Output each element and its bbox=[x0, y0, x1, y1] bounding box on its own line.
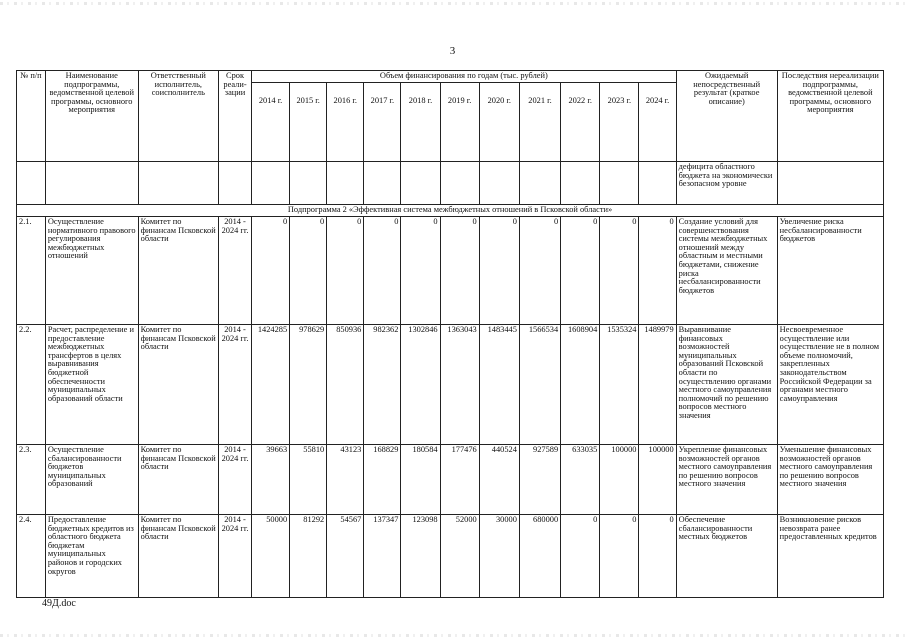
cell-result: Выравнивание финансовых возможностей муниципальных образований Псковской области по осуществлению органами местного самоуправления полномочий по решению вопросов местного значения bbox=[676, 325, 777, 445]
footer-filename: 49Д.doc bbox=[42, 598, 76, 609]
header-name: Наименование подпрограммы, ведомственной целевой программы, основного мероприятия bbox=[45, 71, 138, 162]
cell-value: 1566534 bbox=[519, 325, 560, 445]
cell-value: 1535324 bbox=[600, 325, 639, 445]
header-year: 2017 г. bbox=[364, 83, 401, 162]
cell-value: 680000 bbox=[519, 515, 560, 598]
cell-name: Предоставление бюджетных кредитов из областного бюджета бюджетам муниципальных районов и городских округов bbox=[45, 515, 138, 598]
header-year: 2020 г. bbox=[479, 83, 519, 162]
cell-value: 81292 bbox=[290, 515, 327, 598]
cell-consequences: Увеличение риска несбалансированности бюджетов bbox=[777, 217, 883, 325]
cell-value: 633035 bbox=[561, 445, 600, 515]
header-executor: Ответственный исполнитель, соисполнитель bbox=[138, 71, 218, 162]
cell-executor: Комитет по финансам Псковской области bbox=[138, 445, 218, 515]
continuation-result: дефицита областного бюджета на экономически безопасном уровне bbox=[676, 162, 777, 205]
table-row bbox=[17, 445, 884, 515]
cell-value: 0 bbox=[561, 217, 600, 325]
cell-value: 1424285 bbox=[252, 325, 290, 445]
table-row bbox=[17, 515, 884, 598]
cell-term: 2014 - 2024 гг. bbox=[219, 515, 252, 598]
cell-value: 1483445 bbox=[479, 325, 519, 445]
header-result: Ожидаемый непосредственный результат (краткое описание) bbox=[676, 71, 777, 162]
cell-value: 0 bbox=[639, 515, 676, 598]
cell-value: 1489979 bbox=[639, 325, 676, 445]
cell-value: 55810 bbox=[290, 445, 327, 515]
cell-term: 2014 - 2024 гг. bbox=[219, 325, 252, 445]
cell-value: 978629 bbox=[290, 325, 327, 445]
cell-value: 39663 bbox=[252, 445, 290, 515]
cell-name: Осуществление нормативного правового регулирования межбюджетных отношений bbox=[45, 217, 138, 325]
header-year: 2021 г. bbox=[519, 83, 560, 162]
cell-executor: Комитет по финансам Псковской области bbox=[138, 515, 218, 598]
header-year: 2014 г. bbox=[252, 83, 290, 162]
cell-value: 0 bbox=[440, 217, 479, 325]
page-number: 3 bbox=[449, 45, 456, 57]
cell-value: 100000 bbox=[639, 445, 676, 515]
cell-value: 0 bbox=[479, 217, 519, 325]
cell-value: 1363043 bbox=[440, 325, 479, 445]
cell-value: 0 bbox=[252, 217, 290, 325]
cell-name: Осуществление сбалансированности бюджетов муниципальных образований bbox=[45, 445, 138, 515]
cell-value: 0 bbox=[600, 217, 639, 325]
cell-value: 0 bbox=[561, 515, 600, 598]
header-year: 2022 г. bbox=[561, 83, 600, 162]
cell-num: 2.4. bbox=[17, 515, 46, 598]
cell-value: 0 bbox=[327, 217, 364, 325]
subprogram-title: Подпрограмма 2 «Эффективная система межбюджетных отношений в Псковской области» bbox=[17, 205, 884, 217]
scan-artifact-bottom bbox=[0, 634, 905, 637]
cell-term: 2014 - 2024 гг. bbox=[219, 445, 252, 515]
cell-value: 0 bbox=[639, 217, 676, 325]
cell-result: Укрепление финансовых возможностей органов местного самоуправления по решению вопросов местного значения bbox=[676, 445, 777, 515]
cell-value: 100000 bbox=[600, 445, 639, 515]
cell-value: 123098 bbox=[401, 515, 440, 598]
cell-executor: Комитет по финансам Псковской области bbox=[138, 325, 218, 445]
cell-name: Расчет, распределение и предоставление межбюджетных трансфертов в целях выравнивания бюджетной обеспеченности муниципальных образований области bbox=[45, 325, 138, 445]
cell-value: 1302846 bbox=[401, 325, 440, 445]
cell-value: 137347 bbox=[364, 515, 401, 598]
cell-value: 168829 bbox=[364, 445, 401, 515]
cell-value: 50000 bbox=[252, 515, 290, 598]
table-header-row bbox=[17, 71, 884, 83]
cell-result: Обеспечение сбалансированности местных бюджетов bbox=[676, 515, 777, 598]
cell-value: 440524 bbox=[479, 445, 519, 515]
header-term: Срок реали-зации bbox=[219, 71, 252, 162]
cell-value: 0 bbox=[290, 217, 327, 325]
header-year: 2016 г. bbox=[327, 83, 364, 162]
table-row-continuation bbox=[17, 162, 884, 205]
cell-executor: Комитет по финансам Псковской области bbox=[138, 217, 218, 325]
header-year: 2015 г. bbox=[290, 83, 327, 162]
header-year: 2018 г. bbox=[401, 83, 440, 162]
cell-value: 0 bbox=[364, 217, 401, 325]
program-table bbox=[16, 70, 884, 598]
cell-value: 1608904 bbox=[561, 325, 600, 445]
cell-value: 43123 bbox=[327, 445, 364, 515]
cell-value: 982362 bbox=[364, 325, 401, 445]
cell-value: 0 bbox=[600, 515, 639, 598]
cell-value: 54567 bbox=[327, 515, 364, 598]
cell-result: Создание условий для совершенствования системы межбюджетных отношений между областным и местными бюджетами, снижение риска несбалансированности бюджетов bbox=[676, 217, 777, 325]
header-year: 2023 г. bbox=[600, 83, 639, 162]
header-financing: Объем финансирования по годам (тыс. рублей) bbox=[252, 71, 677, 83]
header-year: 2019 г. bbox=[440, 83, 479, 162]
cell-value: 850936 bbox=[327, 325, 364, 445]
cell-value: 0 bbox=[519, 217, 560, 325]
cell-value: 0 bbox=[401, 217, 440, 325]
cell-value: 177476 bbox=[440, 445, 479, 515]
cell-num: 2.2. bbox=[17, 325, 46, 445]
subprogram-row bbox=[17, 205, 884, 217]
cell-value: 52000 bbox=[440, 515, 479, 598]
cell-consequences: Уменьшение финансовых возможностей органов местного самоуправления по решению вопросов местного значения bbox=[777, 445, 883, 515]
cell-value: 30000 bbox=[479, 515, 519, 598]
cell-consequences: Возникновение рисков невозврата ранее предоставленных кредитов bbox=[777, 515, 883, 598]
cell-consequences: Несвоевременное осуществление или осуществление не в полном объеме полномочий, закрепленных законодательством Российской Федерации за органами местного самоуправления bbox=[777, 325, 883, 445]
cell-term: 2014 - 2024 гг. bbox=[219, 217, 252, 325]
table-row bbox=[17, 217, 884, 325]
header-num: № п/п bbox=[17, 71, 46, 162]
cell-value: 180584 bbox=[401, 445, 440, 515]
scan-artifact-top bbox=[0, 2, 905, 5]
cell-value: 927589 bbox=[519, 445, 560, 515]
cell-num: 2.3. bbox=[17, 445, 46, 515]
cell-num: 2.1. bbox=[17, 217, 46, 325]
header-year: 2024 г. bbox=[639, 83, 676, 162]
header-consequences: Последствия нереализации подпрограммы, ведомственной целевой программы, основного мероприятия bbox=[777, 71, 883, 162]
table-row bbox=[17, 325, 884, 445]
